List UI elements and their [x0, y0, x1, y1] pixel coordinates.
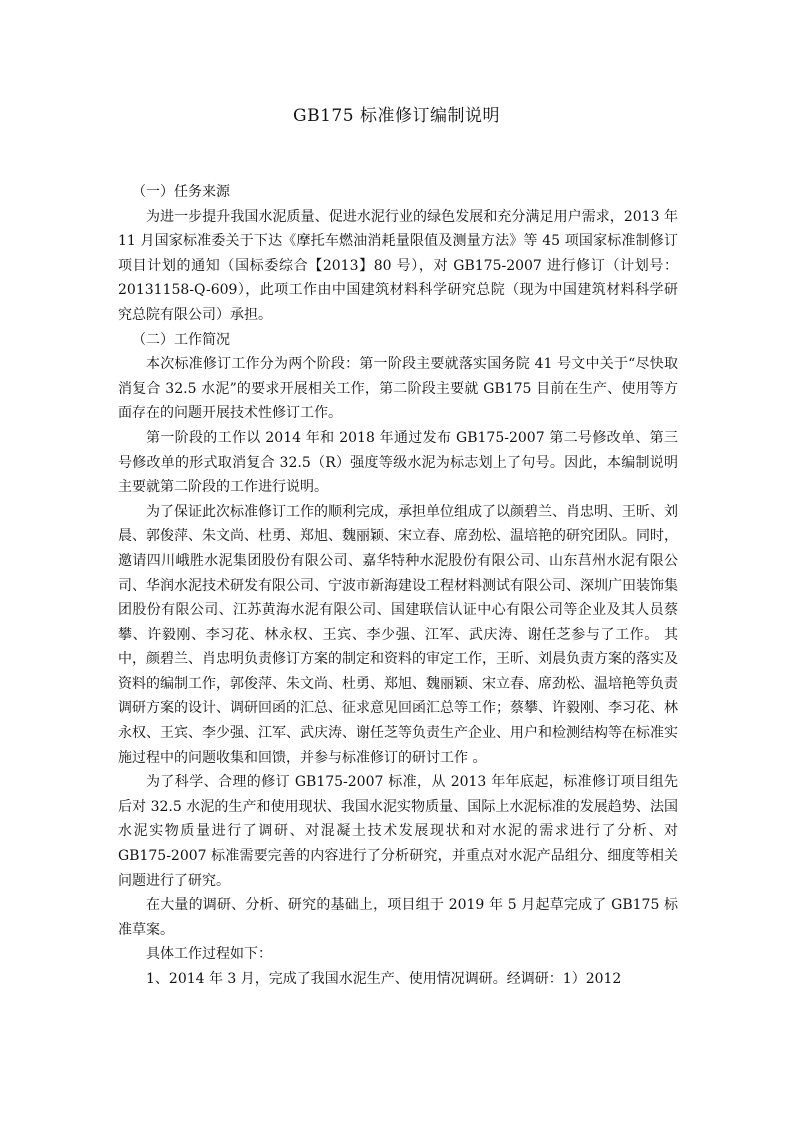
paragraph-process-intro: 具体工作过程如下： — [146, 946, 272, 963]
section-heading-work-overview: （二）工作简况 — [132, 331, 230, 348]
paragraph-research-scope: 为了科学、合理的修订 GB175-2007 标准，从 2013 年年底起，标准修订项目组先后对 32.5 水泥的生产和使用现状、我国水泥实物质量、国际上水泥标准的发展趋势、法国水泥实物质量进行了调研、对混凝土技术发展现状和对水泥的需求进行了分析、对 GB175-2007 标准需要完善的内容进行了分析研究，并重点对水泥产品组分、细度等相关问题进行了研究。 — [118, 774, 678, 889]
paragraph-task-source: 为进一步提升我国水泥质量、促进水泥行业的绿色发展和充分满足用户需求，2013 年 11 月国家标准委关于下达《摩托车燃油消耗量限值及测量方法》等 45 项国家标准制修订项目计划的通知（国标委综合【2013】80 号），对 GB175-2007 进行修订（计划号：20131158-Q-609），此项工作由中国建筑材料科学研究总院（现为中国建筑材料科学研究总院有限公司）承担。 — [118, 208, 678, 323]
paragraph-two-stages: 本次标准修订工作分为两个阶段：第一阶段主要就落实国务院 41 号文中关于“尽快取消复合 32.5 水泥”的要求开展相关工作，第二阶段主要就 GB175 目前在生产、使用等方面存在的问题开展技术性修订工作。 — [118, 356, 678, 422]
document-body — [118, 180, 678, 992]
paragraph-draft-completed: 在大量的调研、分析、研究的基础上，项目组于 2019 年 5 月起草完成了 GB175 标准草案。 — [118, 897, 678, 938]
paragraph-research-team: 为了保证此次标准修订工作的顺利完成，承担单位组成了以颜碧兰、肖忠明、王昕、刘晨、郭俊萍、朱文尚、杜勇、郑旭、魏丽颖、宋立春、席劲松、温培艳的研究团队。同时，邀请四川峨胜水泥集团股份有限公司、嘉华特种水泥股份有限公司、山东莒州水泥有限公司、华润水泥技术研发有限公司、宁波市新海建设工程材料测试有限公司、深圳广田装饰集团股份有限公司、江苏黄海水泥有限公司、国建联信认证中心有限公司等企业及其人员蔡攀、许毅刚、李习花、林永权、王宾、李少强、江军、武庆涛、谢任芝参与了工作。 其中，颜碧兰、肖忠明负责修订方案的制定和资料的审定工作，王昕、刘晨负责方案的落实及资料的编制工作，郭俊萍、朱文尚、杜勇、郑旭、魏丽颖、宋立春、席劲松、温培艳等负责调研方案的设计、调研回函的汇总、征求意见回函汇总等工作；蔡攀、许毅刚、李习花、林永权、王宾、李少强、江军、武庆涛、谢任芝等负责生产企业、用户和检测结构等在标准实施过程中的问题收集和回馈，并参与标准修订的研讨工作 。 — [118, 503, 678, 766]
paragraph-first-stage: 第一阶段的工作以 2014 年和 2018 年通过发布 GB175-2007 第二号修改单、第三号修改单的形式取消复合 32.5（R）强度等级水泥为标志划上了句号。因此，本编制说明主要就第二阶段的工作进行说明。 — [118, 429, 678, 496]
document-title: GB175 标准修订编制说明 — [293, 106, 500, 126]
section-heading-task-source: （一）任务来源 — [132, 184, 230, 200]
paragraph-process-step-1: 1、2014 年 3 月，完成了我国水泥生产、使用情况调研。经调研：1）2012 — [146, 971, 622, 987]
